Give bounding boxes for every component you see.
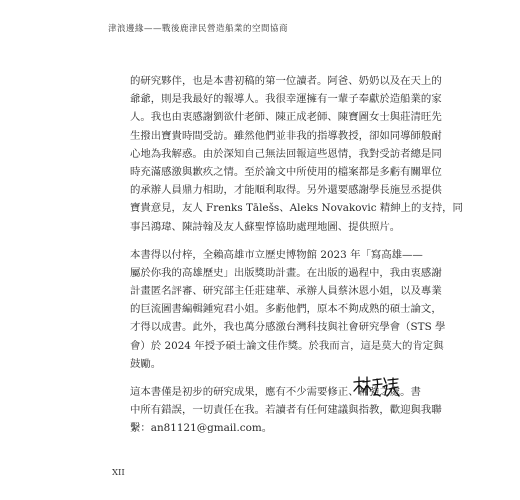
text-line: 的巨流圖書編輯鍾宛君小姐。多虧他們，原本不夠成熟的碩士論文， [130,303,442,316]
text-line: 會）於 2024 年授予碩士論文佳作獎。於我而言，這是莫大的肯定與 [130,339,444,352]
paragraph-1 [130,72,463,236]
page-number: XII [112,468,125,478]
text-line: 爺爺，則是我最好的報導人。我很幸運擁有一輩子奉獻於造船業的家 [130,93,442,106]
text-line: 繫：an81121@gmail.com。 [130,422,273,435]
text-line: 生撥出寶貴時間受訪。雖然他們並非我的指導教授，卻如同導師般耐 [130,129,442,142]
text-line: 才得以成書。此外，我也萬分感激台灣科技與社會研究學會（STS 學 [130,321,446,334]
text-line: 寶貴意見，友人 Frenks Tālešs、Aleks Novakovic 精紳上的支持，同 [130,202,463,215]
text-line: 的承辦人員鼎力相助，才能順利取得。另外還要感謝學長施昱丞提供 [130,184,442,197]
running-header: 津浪邊緣——戰後鹿津民營造船業的空間協商 [108,24,289,34]
text-line: 屬於你我的高雄歷史」出版獎助計畫。在出版的過程中，我由衷感謝 [130,266,442,279]
text-line: 事呂鴻瑋、陳詩翰及友人蘇聖惇協助處理地圖、提供照片。 [130,220,401,233]
text-line: 中所有錯誤，一切責任在我。若讀者有任何建議與指教，歡迎與我聯 [130,404,442,417]
text-line: 時充滿感激與歉疚之情。至於論文中所使用的檔案都是多虧有關單位 [130,165,442,178]
text-line: 的研究夥伴，也是本書初稿的第一位讀者。阿爸、奶奶以及在天上的 [130,75,442,87]
text-line: 人。我也由衷感謝劉欲什老師、陳正成老師、陳寶圖女士與莊清旺先 [130,111,442,124]
text-line: 鼓勵。 [130,357,162,370]
paragraph-2 [130,246,446,373]
text-line: 心地為我解惑。由於深知自己無法回報這些恩情，我對受訪者總是同 [130,147,442,160]
text-line: 這本書僅是初步的研究成果，應有不少需要修正、補強之處。書 [130,386,421,398]
text-line: 計畫匿名評審、研究部主任莊建華、承辦人員蔡沐恩小姐，以及專業 [130,285,442,298]
text-line: 本書得以付梓，全賴高雄市立歷史博物館 2023 年「寫高雄—— [130,248,423,261]
handwritten-signature [352,374,400,398]
